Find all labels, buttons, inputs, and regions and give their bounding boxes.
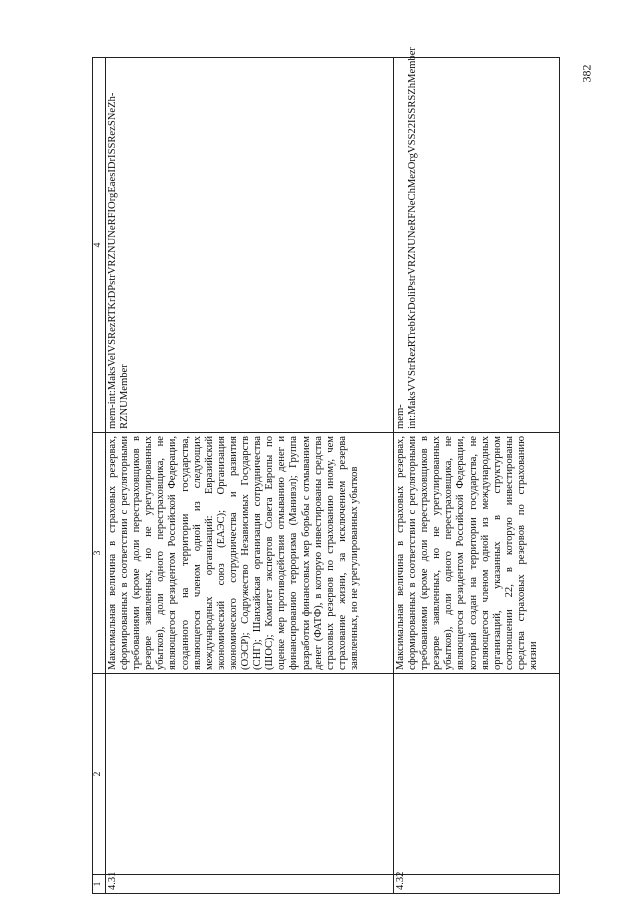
table-header-row bbox=[93, 58, 106, 894]
header-col-1: 1 bbox=[93, 875, 106, 894]
table-row bbox=[393, 58, 559, 894]
row-member-code: mem-int:MaksVelVSRezRTKrDPstrVRZNUNeRFIOrgEaesIDrISSRezSNeZh-RZNUMember bbox=[106, 58, 394, 433]
indicator-table bbox=[92, 47, 560, 894]
row-number: 4.32 bbox=[393, 875, 559, 894]
row-description: Максимальная величина в страховых резервах, сформированных в соответствии с регуляторными требованиями (кроме доли перестраховщиков в резерве заявленных, но не урегулированных убытков), доли одного перестраховщика, не являющегося резидентом Российской Федерации, созданного на территории государства, являющегося членом одной из следующих международных организаций: Евразийский экономический союз (ЕАЭС); Организация экономического сотрудничества и развития (ОЭСР); Содружество Независимых Государств (СНГ); Шанхайская организация сотрудничества (ШОС); Комитет экспертов Совета Европы по оценке мер противодействия отмыванию денег и финансированию терроризма (Манивэл); Группа разработки финансовых мер борьбы с отмыванием денег (ФАТФ), в которую инвестированы средства страховых резервов по страхованию иному, чем страхование жизни, за исключением резерва заявленных, но не урегулированных убытков bbox=[106, 433, 394, 674]
row-name bbox=[106, 674, 394, 875]
header-col-4: 4 bbox=[93, 58, 106, 433]
row-description: Максимальная величина в страховых резервах, сформированных в соответствии с регуляторными требованиями (кроме доли перестраховщиков в резерве заявленных, но не урегулированных убытков), доли одного перестраховщика, не являющегося резидентом Российской Федерации, который создан на территории государства, не являющегося членом одной из международных организаций, указанных в структурном соотношении 22, в которую инвестированы средства страховых резервов по страхованию жизни bbox=[393, 433, 559, 674]
header-col-3: 3 bbox=[93, 433, 106, 674]
header-col-2: 2 bbox=[93, 674, 106, 875]
rotated-page-content bbox=[92, 47, 560, 894]
row-number: 4.31 bbox=[106, 875, 394, 894]
row-member-code: mem-int:MaksVVStrRezRTrebKrDoliPstrVRZNUNeRFNeChMezOrgVSS22ISSRSZhMember bbox=[393, 58, 559, 433]
page-number: 382 bbox=[579, 64, 594, 83]
table-row bbox=[106, 58, 394, 894]
row-name bbox=[393, 674, 559, 875]
